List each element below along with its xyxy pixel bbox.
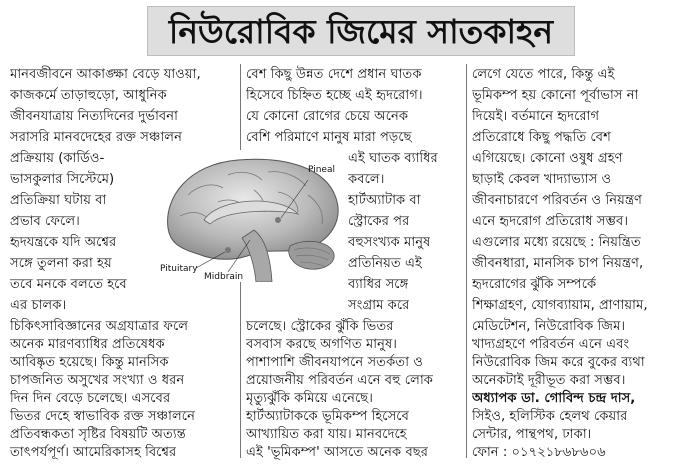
text-line: প্রক্রিয়ায় (কার্ডিও- [10,151,105,166]
text-line: ছাড়াই কেবল খাদ্যাভ্যাস ও [472,172,612,187]
text-line: মৃত্যুঝুঁকি কমিয়ে এনেছে। [246,391,374,406]
text-line: প্রয়োজনীয় পরিবর্তন এনে বহু লোক [246,373,433,388]
text-line: তাৎপর্যপূর্ণ। আমেরিকাসহ বিশ্বের [10,445,177,460]
text-line: হার্টঅ্যাটাক বা [348,193,421,208]
text-line: ভূমিকম্প হয় কোনো পূর্বাভাস না [472,88,639,103]
text-line: হৃদরোগের ঝুঁকি সম্পর্কে [472,277,597,292]
author-name: অধ্যাপক ডা. গোবিন্দ চন্দ্র দাস, [472,391,636,406]
author-info-line: সেন্টার, পান্থপথ, ঢাকা। [472,427,592,442]
text-line: যে কোনো রোগের চেয়ে অনেক [246,109,409,124]
text-line: সরাসরি মানবদেহের রক্ত সঞ্চালন [10,130,182,145]
text-line: সঙ্গে তুলনা করা হয় [10,256,112,271]
text-line: হার্টঅ্যাটাককে ভূমিকম্প হিসেবে [246,409,409,424]
text-line: হৃদযন্ত্রকে যদি অশ্বের [10,235,117,250]
text-line: পাশাপাশি জীবনযাপনে সতর্কতা ও [246,355,423,370]
text-line: এনে হৃদরোগ প্রতিরোধ সম্ভব। [472,214,629,229]
author-info-line: সিইও, হলিস্টিক হেলথ কেয়ার [472,409,628,424]
text-line: এই 'ভূমিকম্প' আসতে অনেক বছর [246,445,429,460]
text-line: প্রতিনিয়ত এই [348,256,422,271]
text-line: জীবনধারা, মানসিক চাপ নিয়ন্ত্রণ, [472,256,644,271]
text-line: প্রতিরোধে কিছু পদ্ধতি বেশ [472,130,611,145]
text-line: নিউরোবিক জিম করে বুকের ব্যথা [472,355,645,370]
midbrain-label: Midbrain [204,272,244,282]
text-line: অনেক মারণব্যাধির প্রতিষেধক [10,337,165,352]
headline: নিউরোবিক জিমের সাতকাহন [168,11,554,51]
text-line: ব্যাধির সঙ্গে [348,277,409,292]
text-line: তবে মনকে বলতে হবে [10,277,127,292]
text-line: বসবাস করছে অগণিত মানুষ। [246,337,397,352]
brain-illustration [158,150,348,282]
text-line: এই ঘাতক ব্যাধির [348,151,438,166]
text-line: হিসেবে চিহ্নিত হচ্ছে এই হৃদরোগ। [246,88,423,103]
text-line: জীবনাচারণে পরিবর্তন ও নিয়ন্ত্রণ [472,193,642,208]
text-line: শিক্ষাগ্রহণ, যোগব্যায়াম, প্রাণায়াম, [472,298,648,313]
text-line: প্রতিক্রিয়া ঘটায় বা [10,193,107,208]
headline-banner [147,6,575,56]
text-line: মানবজীবনে আকাঙ্ক্ষা বেড়ে যাওয়া, [10,67,201,82]
text-line: ভিতর দেহে স্বাভাবিক রক্ত সঞ্চালনে [10,409,195,424]
text-line: দিয়েই। বর্তমানে হৃদরোগ [472,109,600,124]
text-line: কবলে। [348,172,385,187]
text-line: চলেছে। স্ট্রোকের ঝুঁকি ভিতর [246,319,394,334]
text-line: স্ট্রোকের পর [348,214,410,229]
pineal-gland [275,217,281,223]
text-line: আবিষ্কৃত হয়েছে। কিন্তু মানসিক [10,355,169,370]
text-line: আখ্যায়িত করা যায়। মানবদেহে [246,427,407,442]
text-line: এগিয়েছে। কোনো ওষুধ গ্রহণ [472,151,623,166]
text-line: কাজকর্মে তাড়াহুড়ো, আধুনিক [10,88,167,103]
text-line: মেডিটেশন, নিউরোবিক জিম। [472,319,626,334]
pituitary-label: Pituitary [160,264,198,274]
text-line: সংগ্রাম করে [348,298,410,313]
phone-number: ফোন : ০১৭২১৮৬৮৬০৬ [472,445,606,460]
text-line: এর চালক। [10,298,67,313]
text-line: চাপজনিত অসুখের সংখ্যা ও ধরন [10,373,185,388]
text-line: লেগে যেতে পারে, কিন্তু এই [472,67,615,82]
text-line: বেশি পরিমাণে মানুষ মারা পড়ছে [246,130,412,145]
pineal-label: Pineal [308,165,335,175]
text-line: প্রতিবন্ধকতা সৃষ্টির বিষয়টি অত্যন্ত [10,427,186,442]
text-line: চিকিৎসাবিজ্ঞানের অগ্রযাত্রার ফলে [10,319,189,334]
text-line: এগুলোর মধ্যে রয়েছে : নিয়ন্ত্রিত [472,235,641,250]
text-line: বেশ কিছু উন্নত দেশে প্রধান ঘাতক [246,67,422,82]
column-divider [466,64,467,458]
text-line: ভাসকুলার সিস্টেমে) [10,172,115,187]
pituitary-gland [225,247,231,253]
text-line: বহুসংখ্যক মানুষ [348,235,431,250]
text-line: খাদ্যগ্রহণে পরিবর্তন এনে এবং [472,337,630,352]
text-line: দিন দিন বেড়ে চলেছে। এসবের [10,391,171,406]
text-line: প্রভাব ফেলে। [10,214,80,229]
text-line: অনেকটাই দূরীভূত করা সম্ভব। [472,373,626,388]
text-line: জীবনযাত্রায় নিত্যদিনের দুর্ভাবনা [10,109,178,124]
